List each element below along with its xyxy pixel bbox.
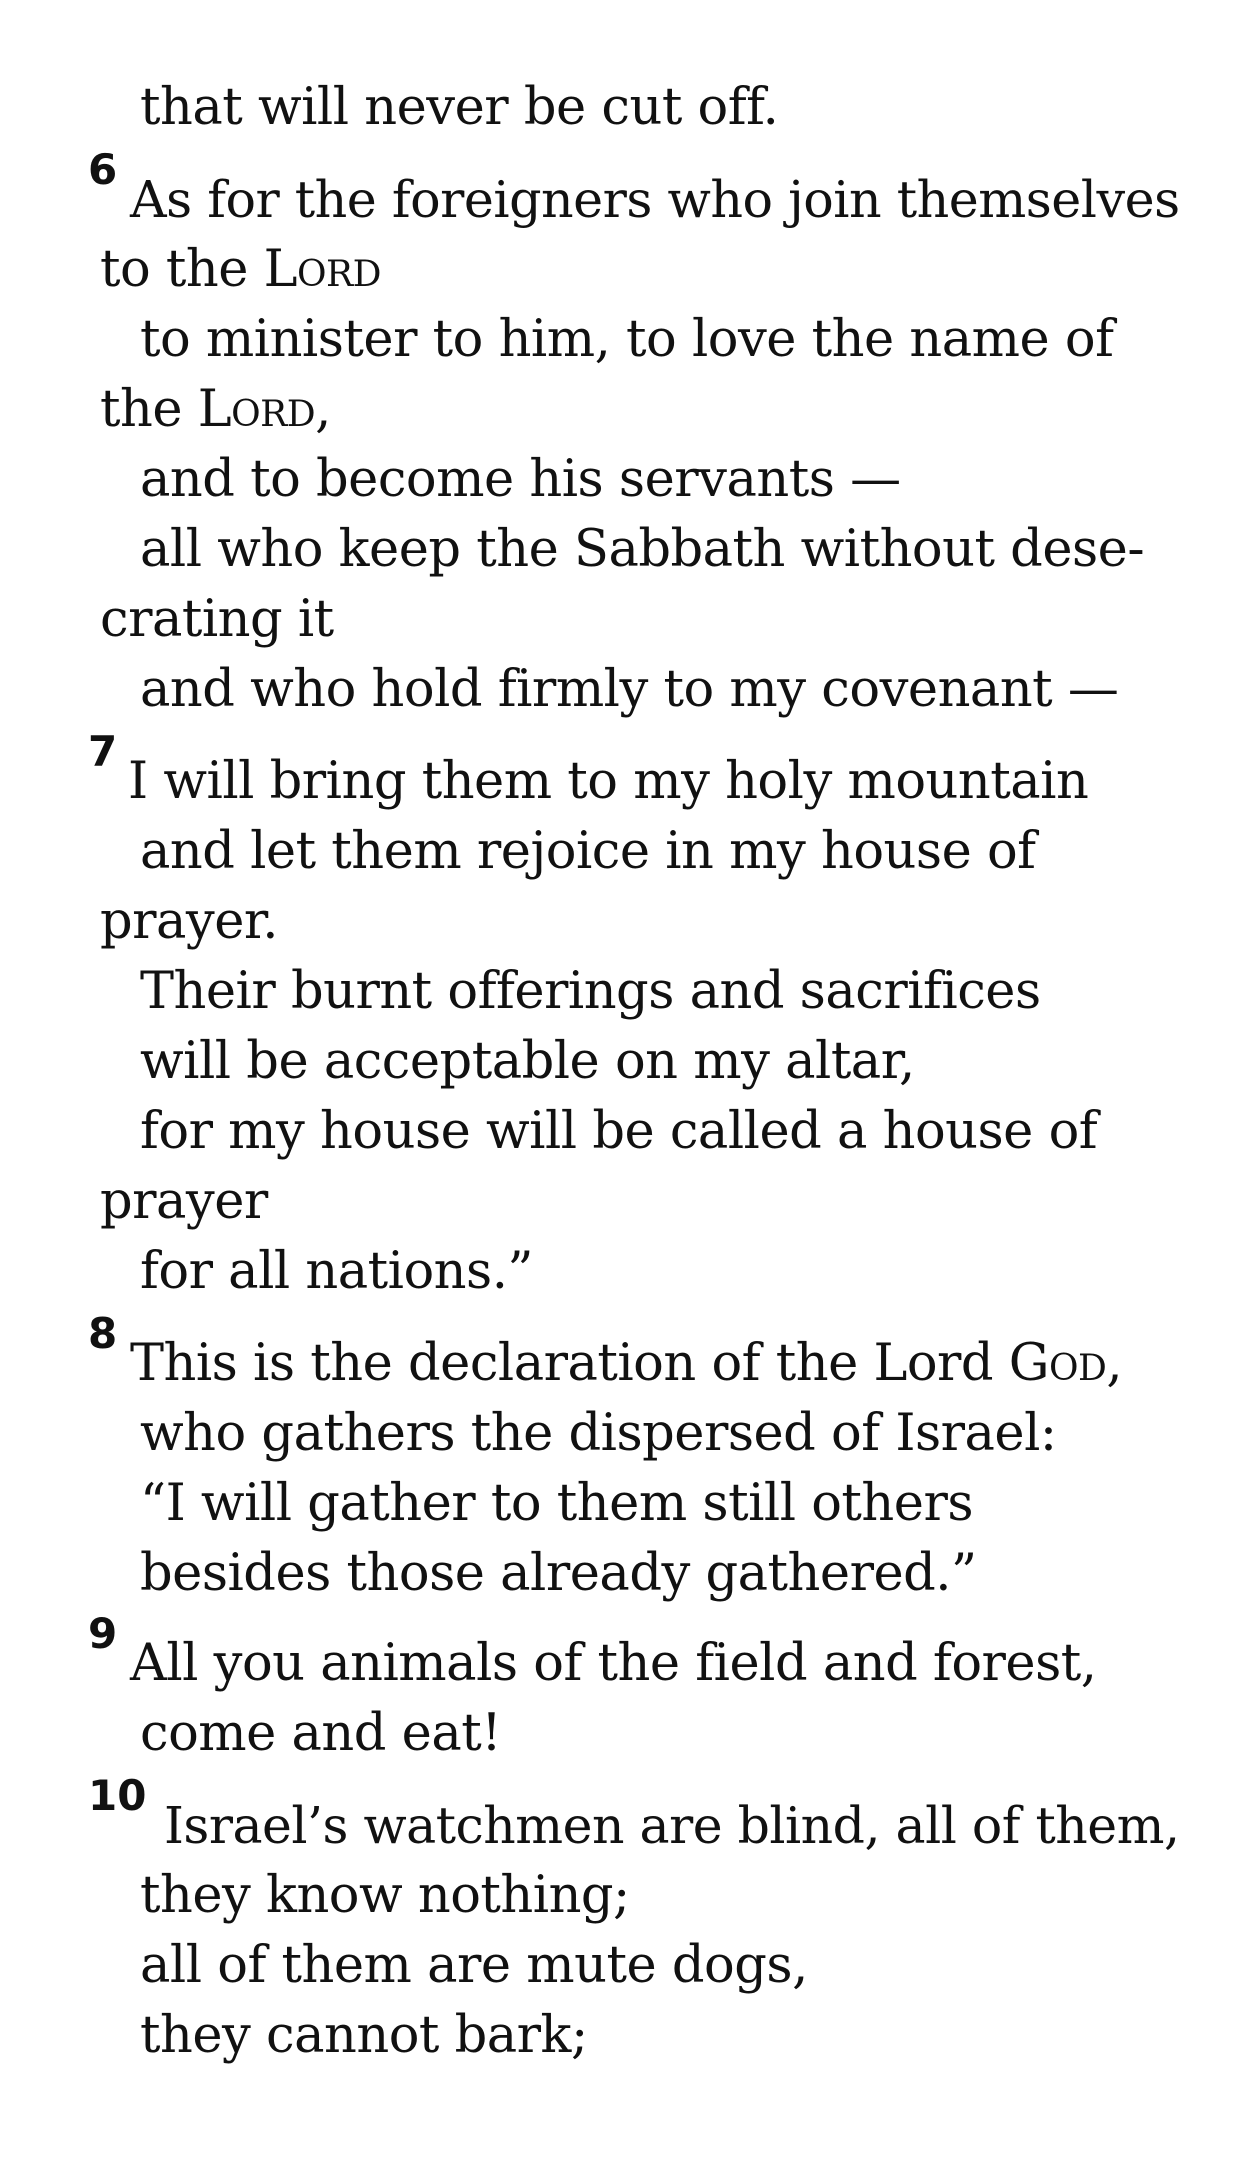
- verse6-line4: all who keep the Sabbath without dese-: [140, 520, 1145, 579]
- verse-number-8: 8: [88, 1309, 118, 1358]
- verse9-line1: All you animals of the field and forest,: [130, 1634, 1097, 1693]
- verse6-line2: to minister to him, to love the name of: [140, 310, 1114, 369]
- verse8-line4: besides those already gathered.”: [140, 1544, 977, 1603]
- verse6-line1: As for the foreigners who join themselves: [130, 170, 1180, 229]
- verse8-line1: This is the declaration of the Lord God,: [130, 1334, 1123, 1393]
- verse10-line4: they cannot bark;: [140, 2006, 588, 2065]
- verse6-line2-wrap: the Lord,: [100, 380, 331, 439]
- verse8-line2: who gathers the dispersed of Israel:: [140, 1404, 1057, 1463]
- verse8-line3: “I will gather to them still others: [140, 1474, 973, 1533]
- lord-smallcaps: Lord: [263, 240, 382, 299]
- verse7-line6: for all nations.”: [140, 1242, 533, 1301]
- verse7-line2: and let them rejoice in my house of: [140, 822, 1036, 881]
- verse6-line1-wrap: to the Lord: [100, 240, 382, 299]
- verse7-line3: Their burnt offerings and sacrifices: [140, 962, 1041, 1021]
- verse6-line4-wrap: crating it: [100, 590, 334, 649]
- verse10-line3: all of them are mute dogs,: [140, 1936, 808, 1995]
- verse7-line5-wrap: prayer: [100, 1172, 268, 1231]
- verse9-line2: come and eat!: [140, 1704, 502, 1763]
- verse-number-7: 7: [88, 727, 118, 776]
- verse-number-9: 9: [88, 1609, 118, 1658]
- lord-smallcaps: Lord: [197, 380, 316, 439]
- verse10-line2: they know nothing;: [140, 1866, 630, 1925]
- verse-number-10: 10: [88, 1771, 147, 1820]
- verse10-line1: Israel’s watchmen are blind, all of them,: [164, 1796, 1180, 1855]
- opening-line: that will never be cut off.: [140, 78, 779, 137]
- verse7-line2-wrap: prayer.: [100, 892, 278, 951]
- verse7-line1: I will bring them to my holy mountain: [128, 752, 1089, 811]
- verse7-line5: for my house will be called a house of: [140, 1102, 1098, 1161]
- verse6-line5: and who hold firmly to my covenant —: [140, 660, 1119, 719]
- verse7-line4: will be acceptable on my altar,: [140, 1032, 915, 1091]
- verse-number-6: 6: [88, 145, 118, 194]
- verse6-line3: and to become his servants —: [140, 450, 901, 509]
- god-smallcaps: God: [1008, 1334, 1107, 1393]
